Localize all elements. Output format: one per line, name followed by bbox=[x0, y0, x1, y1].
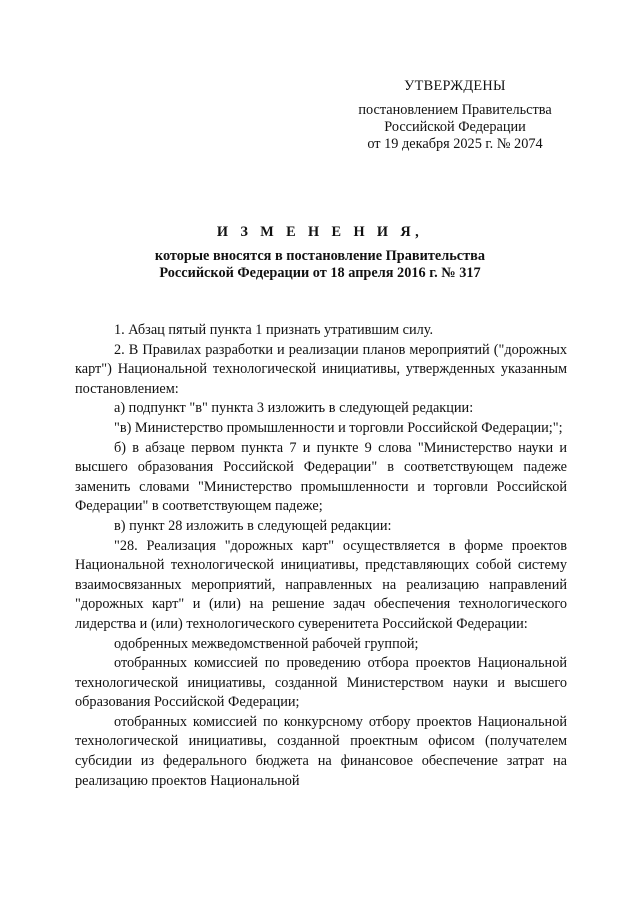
approval-heading: УТВЕРЖДЕНЫ bbox=[404, 78, 506, 94]
approval-stamp bbox=[340, 78, 570, 153]
approval-line: от 19 декабря 2025 г. № 2074 bbox=[367, 136, 543, 152]
paragraph: "в) Министерство промышленности и торговли Российской Федерации;"; bbox=[114, 419, 563, 436]
paragraph: "28. Реализация "дорожных карт" осуществляется в форме проектов Национальной технологической инициативы, представляющих собой систему взаимосвязанных мероприятий, направленных на реализацию направлений "дорожных карт" и (или) на решение задач обеспечения технологического лидерства и (или) технологического суверенитета Российской Федерации: bbox=[75, 537, 567, 632]
document-body bbox=[75, 321, 567, 791]
paragraph: а) подпункт "в" пункта 3 изложить в следующей редакции: bbox=[114, 400, 474, 417]
title-line: Российской Федерации от 18 апреля 2016 г. № 317 bbox=[159, 265, 481, 281]
paragraph: б) в абзаце первом пункта 7 и пункте 9 слова "Министерство науки и высшего образования Российской Федерации" в соответствующем падеже заменить словами "Министерство промышленности и торговли Российской Федерации" в соответствующем падеже; bbox=[75, 439, 567, 515]
paragraph: в) пункт 28 изложить в следующей редакции: bbox=[114, 517, 392, 534]
paragraph: отобранных комиссией по конкурсному отбору проектов Национальной технологической инициативы, созданной проектным офисом (получателем субсидии из федерального бюджета на финансовое обеспечение затрат на реализацию проектов Национальной bbox=[75, 713, 567, 789]
title-line: которые вносятся в постановление Правительства bbox=[154, 247, 486, 264]
approval-line: Российской Федерации bbox=[384, 119, 526, 135]
paragraph: одобренных межведомственной рабочей группой; bbox=[114, 635, 419, 652]
approval-line: постановлением Правительства bbox=[358, 102, 552, 118]
title-word: И З М Е Н Е Н И Я, bbox=[216, 224, 424, 240]
paragraph: отобранных комиссией по проведению отбора проектов Национальной технологической инициативы, созданной Министерством науки и высшего образования Российской Федерации; bbox=[75, 655, 567, 711]
paragraph: 1. Абзац пятый пункта 1 признать утратившим силу. bbox=[114, 322, 434, 338]
document-title bbox=[100, 224, 540, 283]
paragraph: 2. В Правилах разработки и реализации планов мероприятий ("дорожных карт") Национальной технологической инициативы, утвержденных указанным постановлением: bbox=[75, 341, 567, 397]
